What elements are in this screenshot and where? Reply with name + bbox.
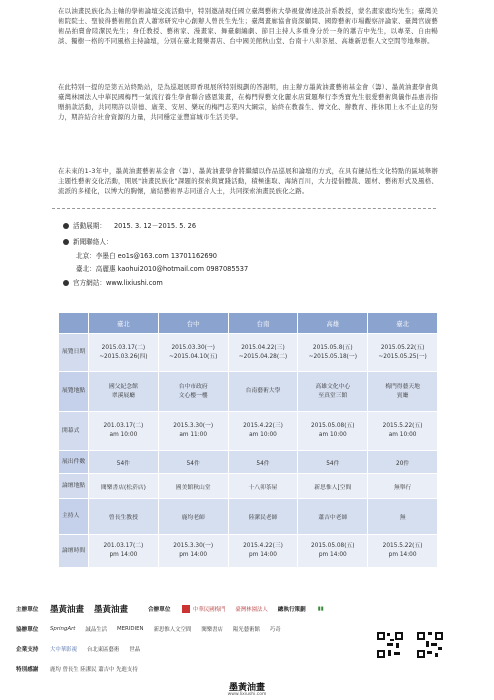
forum-hour: pm 14:00 <box>249 552 277 558</box>
coop-logo: 誠品生活 <box>85 627 107 633</box>
official-website <box>63 277 163 287</box>
venue-cell <box>89 372 159 412</box>
official-website-text: 官方網站：www.lixiushi.com <box>73 279 163 287</box>
count-cell: 54件 <box>89 451 159 474</box>
date-start: 2015.04.22(三) <box>241 344 285 351</box>
date-end: ~2015.05.18(一) <box>308 353 357 360</box>
table-header-row <box>59 313 438 334</box>
date-start: 2015.05.8(五) <box>312 344 353 351</box>
forum-venue-cell: 閱樂書店(松菸店) <box>89 474 159 499</box>
venue-cell <box>298 372 368 412</box>
organizer-row <box>16 600 486 618</box>
opening-date: 2015.05.08(五) <box>311 423 355 429</box>
brand-logo: 墨黃油畫 <box>228 683 265 693</box>
opening-cell <box>368 412 438 451</box>
table-row <box>59 474 438 499</box>
date-cell <box>298 334 368 372</box>
venue-line: 高雄文化中心 <box>315 383 351 390</box>
coop-logo: 陽光藝術館 <box>232 627 260 633</box>
city-header: 臺北 <box>89 313 159 334</box>
forum-time-cell <box>158 535 228 568</box>
seal-icon <box>182 605 190 613</box>
coop-logo: SpringArt <box>50 626 76 632</box>
row-label-forum-venue: 論壇地點 <box>59 474 89 499</box>
city-header: 台中 <box>158 313 228 334</box>
forum-venue-cell: 十八卯茶屋 <box>228 474 298 499</box>
host-cell: 蕭吉中老師 <box>298 499 368 535</box>
opening-cell <box>298 412 368 451</box>
coop-logo: 閱樂書店 <box>201 627 223 633</box>
table-row <box>59 334 438 372</box>
row-label-count: 展出件數 <box>59 451 89 474</box>
forum-date: 201.03.17(二) <box>103 543 144 549</box>
forum-date: 2015.05.08(五) <box>311 543 355 549</box>
contact-taipei: 臺北：高麗惠 kaohui2010@hotmail.com 0987085537 <box>76 265 249 273</box>
date-start: 2015.03.17(二) <box>101 344 146 351</box>
press-contact-label: 新聞聯絡人： <box>73 238 113 246</box>
city-header: 高雄 <box>298 313 368 334</box>
table-row <box>59 499 438 535</box>
event-period-value: 2015. 3. 12－2015. 5. 26 <box>113 222 197 230</box>
intro-paragraph-1: 在以油畫民族化為主軸的學術論壇交流活動中，特別邀請現任國立臺灣藝術大學視覺傳達設計系教授，蒙名畫家鹿均先生；臺灣美術院院士、聖彼得藝術館負責人蕭寒研究中心創辦人曾長生先生；臺灣畫廊協會資深顧問、國際藝術市場觀察評論家、臺灣官廣藝術品拍賣會陸潔民先生；身任教授、藝術家、漫畫家、舞臺劇編劇、節目主持人多重身分於一身的蕭吉中先生，以專業、自由暢談、獨樹一格的不同風格主持論壇，分別在臺北閱樂書店、台中國美館秋山堂、台南十八卯茶屋、高雄新思惟人文空間等地舉辦。 <box>58 7 438 45</box>
row-label-forum-time: 論壇時間 <box>59 535 89 568</box>
date-cell <box>228 334 298 372</box>
date-start: 2015.03.30(一) <box>171 344 215 351</box>
intro-paragraph-3: 在未來的1-3年中，墨黃油畫藝術基金會（籌）、墨黃油畫學會將繼續以作品巡展和論壇的方式，在具有鏈結性文化特點的區域舉辦主題性藝術交化活動，開展"油畫民族化"課題的探索與實踐活動，積極進取、海納百川，大力提倡體裁、題材、藝術形式及風格、流派的多樣化，以博大的胸懷，廣結藝術界志同道合人士，共同探索油畫民族化之路。 <box>58 167 438 195</box>
venue-line: 國父紀念館 <box>108 383 138 390</box>
sponsor-logo: 世晶 <box>129 647 141 653</box>
coop-logo: MERIDIEN <box>117 626 144 632</box>
sponsor-logo: 台北東區藝術 <box>86 647 120 653</box>
venue-line: 至真堂三館 <box>318 392 348 399</box>
date-end: ~2015.04.28(二) <box>238 353 288 360</box>
co-organizer-logo: 臺灣林園法人 <box>235 607 268 613</box>
opening-time: am 10:00 <box>388 432 417 438</box>
opening-date: 201.03.17(二) <box>103 423 144 429</box>
forum-time-cell <box>89 535 159 568</box>
forum-date: 2015.4.22(三) <box>243 543 283 549</box>
dashed-divider <box>52 208 436 209</box>
forum-venue-cell: 國美館秋山堂 <box>158 474 228 499</box>
venue-cell <box>228 372 298 412</box>
brand-url: www.lixiushi.com <box>227 692 267 697</box>
venue-line: 文心樓一樓 <box>178 392 208 399</box>
date-cell <box>158 334 228 372</box>
opening-time: am 10:00 <box>318 432 347 438</box>
venue-line: 賓廳 <box>396 392 409 399</box>
forum-hour: pm 14:00 <box>388 552 417 558</box>
forum-time-cell <box>298 535 368 568</box>
organizer-logo: 墨黃油畫 <box>50 605 85 615</box>
row-label-venue: 展覽地點 <box>59 372 89 412</box>
city-header: 台南 <box>228 313 298 334</box>
event-period-label: 活動展期： <box>73 222 106 230</box>
venue-line: 梅門得藝天地 <box>385 383 420 390</box>
forum-hour: pm 14:00 <box>109 552 138 558</box>
coop-logo: 巧奇 <box>269 627 281 633</box>
thanks-row <box>16 660 486 678</box>
forum-venue-cell: 無舉行 <box>368 474 438 499</box>
qr-code-icon <box>376 631 404 659</box>
forum-date: 2015.5.22(五) <box>382 543 423 549</box>
planning-logo-icon: ▮▮ <box>317 606 324 612</box>
forum-time-cell <box>368 535 438 568</box>
opening-time: am 10:00 <box>109 432 138 438</box>
host-cell: 鹿均老師 <box>158 499 228 535</box>
opening-time: am 11:00 <box>179 432 208 438</box>
city-header: 臺北 <box>368 313 438 334</box>
coop-logo: 新思惟人文空間 <box>153 627 192 633</box>
bullet-icon <box>63 239 69 245</box>
opening-date: 2015.5.22(五) <box>382 423 423 429</box>
date-end: ~2015.03.26(四) <box>99 353 148 360</box>
qr-code-icon <box>416 631 444 659</box>
organizer-label: 主辦單位 <box>16 607 39 613</box>
co-organizer-label: 合辦單位 <box>148 607 171 613</box>
table-row <box>59 412 438 451</box>
press-contact <box>63 236 113 246</box>
sponsor-label: 企業支持 <box>16 647 39 653</box>
venue-line: 翠溪展廳 <box>111 392 135 399</box>
row-label-date: 展覽日期 <box>59 334 89 372</box>
sponsor-logo: 大中華影視 <box>50 647 77 653</box>
forum-time-cell <box>228 535 298 568</box>
count-cell: 54件 <box>298 451 368 474</box>
table-row <box>59 372 438 412</box>
table-row <box>59 535 438 568</box>
host-cell: 陸潔民老師 <box>228 499 298 535</box>
thanks-label: 特別感謝 <box>16 667 39 673</box>
thanks-names: 鹿均 曾長生 陸潔民 蕭吉中 先進支持 <box>50 667 138 673</box>
date-end: ~2015.04.10(五) <box>169 353 218 360</box>
count-cell: 54件 <box>228 451 298 474</box>
table-corner-cell <box>59 313 89 334</box>
venue-cell <box>368 372 438 412</box>
host-cell: 曾長生教授 <box>89 499 159 535</box>
row-label-host: 主持人 <box>59 499 89 535</box>
row-label-opening: 開幕式 <box>59 412 89 451</box>
bullet-icon <box>63 280 69 286</box>
forum-venue-cell: 新思惟人[空間 <box>298 474 368 499</box>
count-cell: 54件 <box>158 451 228 474</box>
date-end: ~2015.05.25(一) <box>378 353 427 360</box>
intro-paragraph-2: 在此特別一提的是第五站終點站，是為巡迴展即香現展所特別規劃的答謝明，由主辦方墨黃油畫藝術基金會（籌）、墨黃油畫學會與臺灣林園法人中華民國梅門一氣流行養生學會聯合感恩策畫，在梅門得藝文化麗水店賞題舉行李秀寶先生很愛藝術與儀作品惠善指贈捐款活動，共同期許以崇德、廣業、安居、樂玩的梅門志業四大綱宗，始終在教養生、傳文化、辦教育、推休閒上永不止息的努力，期許結合社會資源的力量，共同穩定並豐富城市生活美學。 <box>58 83 438 121</box>
table-row <box>59 451 438 474</box>
venue-cell <box>158 372 228 412</box>
date-start: 2015.05.22(五) <box>380 344 425 351</box>
exhibition-schedule-table <box>58 312 438 568</box>
opening-cell <box>158 412 228 451</box>
date-cell <box>89 334 159 372</box>
bullet-icon <box>63 223 69 229</box>
host-cell: 無 <box>368 499 438 535</box>
contact-beijing: 北京：李墨白 eo1s@163.com 13701162690 <box>76 252 217 260</box>
date-cell <box>368 334 438 372</box>
forum-hour: pm 14:00 <box>318 552 347 558</box>
opening-date: 2015.4.22(三) <box>243 423 283 429</box>
opening-cell <box>228 412 298 451</box>
forum-date: 2015.3.30(一) <box>173 543 214 549</box>
forum-hour: pm 14:00 <box>179 552 208 558</box>
coop-label: 協辦單位 <box>16 627 39 633</box>
venue-line: 台中市政府 <box>178 383 208 390</box>
co-organizer-logo <box>182 605 225 614</box>
opening-date: 2015.3.30(一) <box>173 423 214 429</box>
organizer-logo: 墨黃油畫 <box>94 605 129 615</box>
planning-label: 總執行策劃 <box>277 607 306 613</box>
event-period <box>63 220 196 230</box>
venue-line: 台南藝術大學 <box>245 388 281 394</box>
co-organizer-name: 中華民國梅門 <box>193 606 226 613</box>
opening-time: am 10:00 <box>249 432 277 438</box>
count-cell: 20件 <box>368 451 438 474</box>
opening-cell <box>89 412 159 451</box>
